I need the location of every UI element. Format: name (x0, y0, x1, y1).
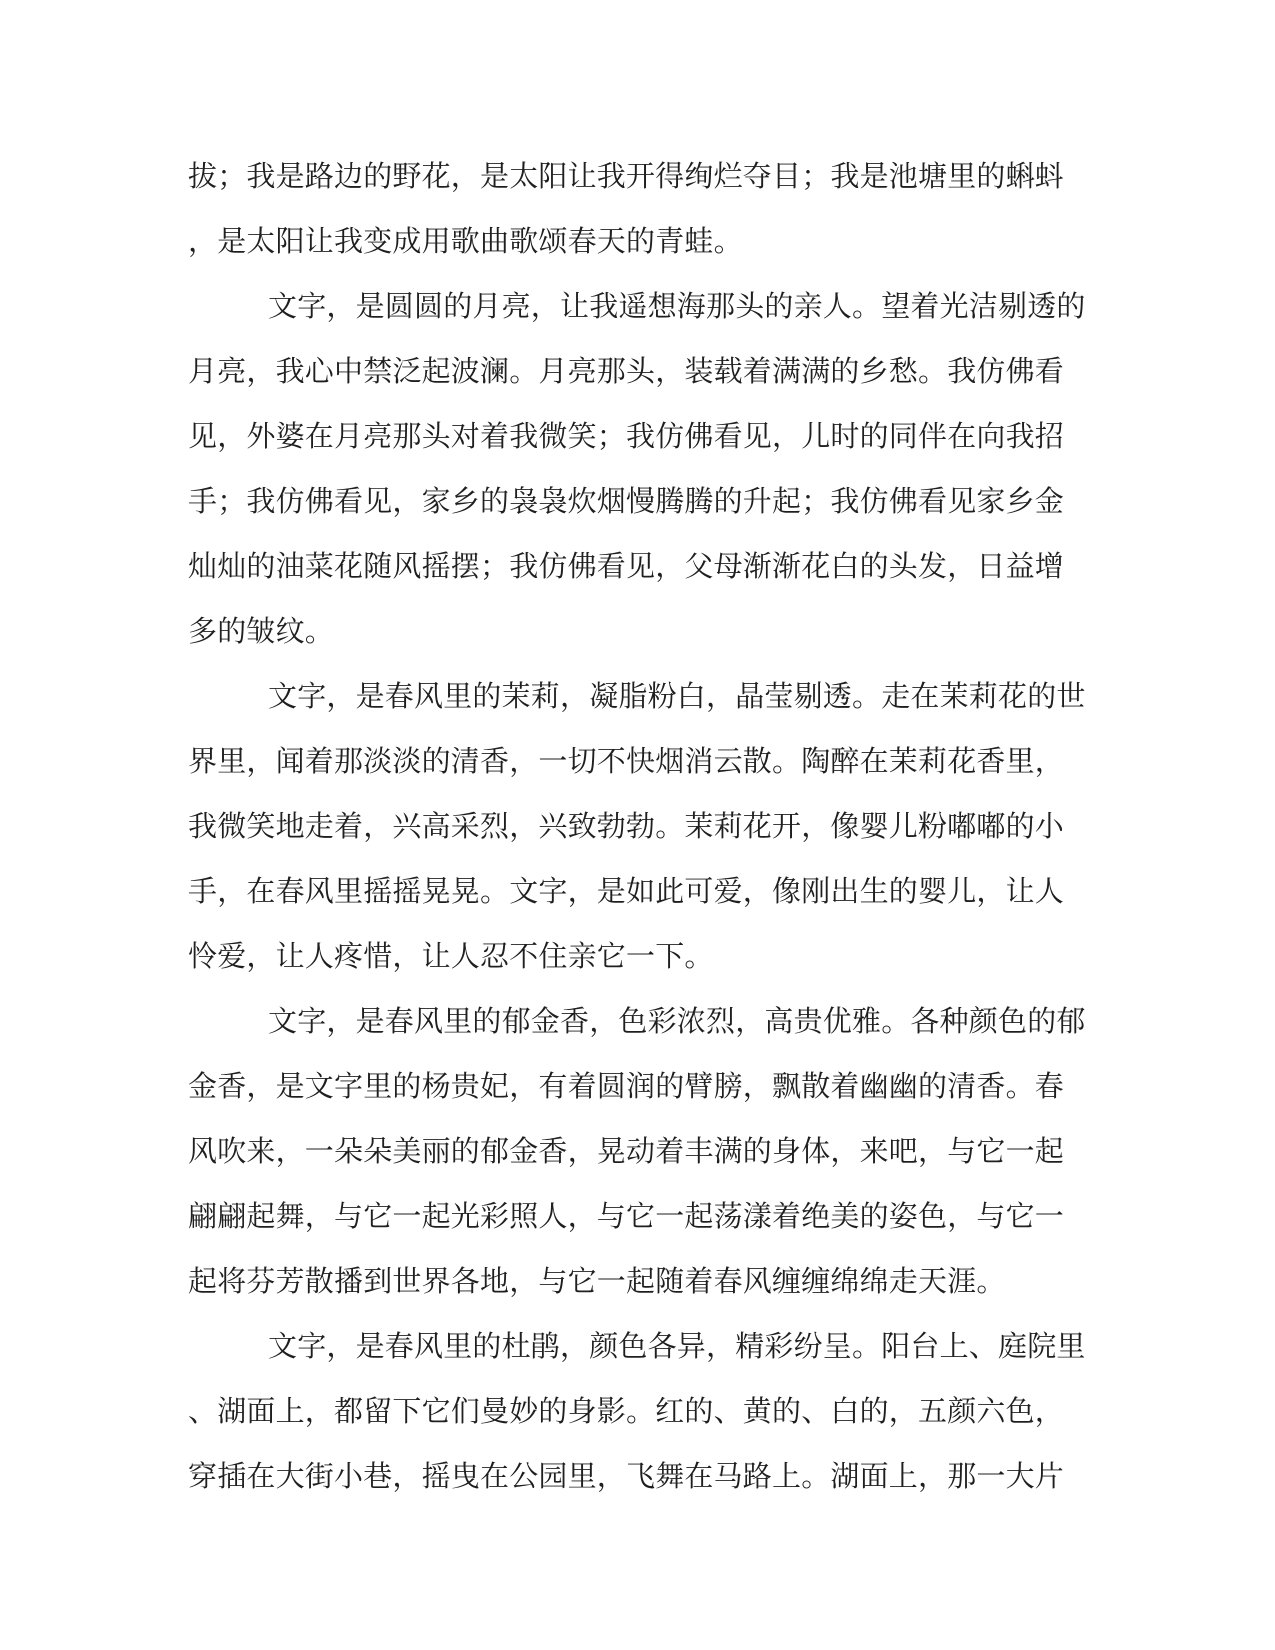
paragraph (188, 145, 1068, 275)
paragraph (188, 990, 1086, 1315)
text-line: 拔；我是路边的野花，是太阳让我开得绚烂夺目；我是池塘里的蝌蚪 (188, 161, 1065, 193)
text-line: 文字，是圆圆的月亮，让我遥想海那头的亲人。望着光洁剔透的 (268, 291, 1086, 323)
text-line: 手；我仿佛看见，家乡的袅袅炊烟慢腾腾的升起；我仿佛看见家乡金 (188, 486, 1065, 518)
text-line: 金香，是文字里的杨贵妃，有着圆润的臂膀，飘散着幽幽的清香。春 (188, 1071, 1065, 1103)
paragraph (188, 665, 1086, 990)
text-line: 文字，是春风里的郁金香，色彩浓烈，高贵优雅。各种颜色的郁 (268, 1006, 1086, 1038)
text-line: ，是太阳让我变成用歌曲歌颂春天的青蛙。 (188, 226, 743, 258)
text-line: 我微笑地走着，兴高采烈，兴致勃勃。茉莉花开，像婴儿粉嘟嘟的小 (188, 811, 1065, 843)
text-line: 月亮，我心中禁泛起波澜。月亮那头，装载着满满的乡愁。我仿佛看 (188, 356, 1065, 388)
text-line: 界里，闻着那淡淡的清香，一切不快烟消云散。陶醉在茉莉花香里， (188, 746, 1065, 778)
paragraph (188, 1315, 1086, 1510)
text-line: 手，在春风里摇摇晃晃。文字，是如此可爱，像刚出生的婴儿，让人 (188, 876, 1065, 908)
text-line: 灿灿的油菜花随风摇摆；我仿佛看见，父母渐渐花白的头发，日益增 (188, 551, 1065, 583)
text-line: 起将芬芳散播到世界各地，与它一起随着春风缠缠绵绵走天涯。 (188, 1266, 1006, 1298)
text-line: 风吹来，一朵朵美丽的郁金香，晃动着丰满的身体，来吧，与它一起 (188, 1136, 1065, 1168)
text-line: 文字，是春风里的茉莉，凝脂粉白，晶莹剔透。走在茉莉花的世 (268, 681, 1086, 713)
text-line: 文字，是春风里的杜鹃，颜色各异，精彩纷呈。阳台上、庭院里 (268, 1331, 1086, 1363)
paragraph (188, 275, 1086, 665)
text-line: 多的皱纹。 (188, 616, 335, 648)
document-body (188, 145, 1086, 1510)
text-line: 穿插在大街小巷，摇曳在公园里，飞舞在马路上。湖面上，那一大片 (188, 1461, 1065, 1493)
text-line: 、湖面上，都留下它们曼妙的身影。红的、黄的、白的，五颜六色， (188, 1396, 1065, 1428)
text-line: 翩翩起舞，与它一起光彩照人，与它一起荡漾着绝美的姿色，与它一 (188, 1201, 1065, 1233)
text-line: 见，外婆在月亮那头对着我微笑；我仿佛看见，儿时的同伴在向我招 (188, 421, 1065, 453)
text-line: 怜爱，让人疼惜，让人忍不住亲它一下。 (188, 941, 714, 973)
